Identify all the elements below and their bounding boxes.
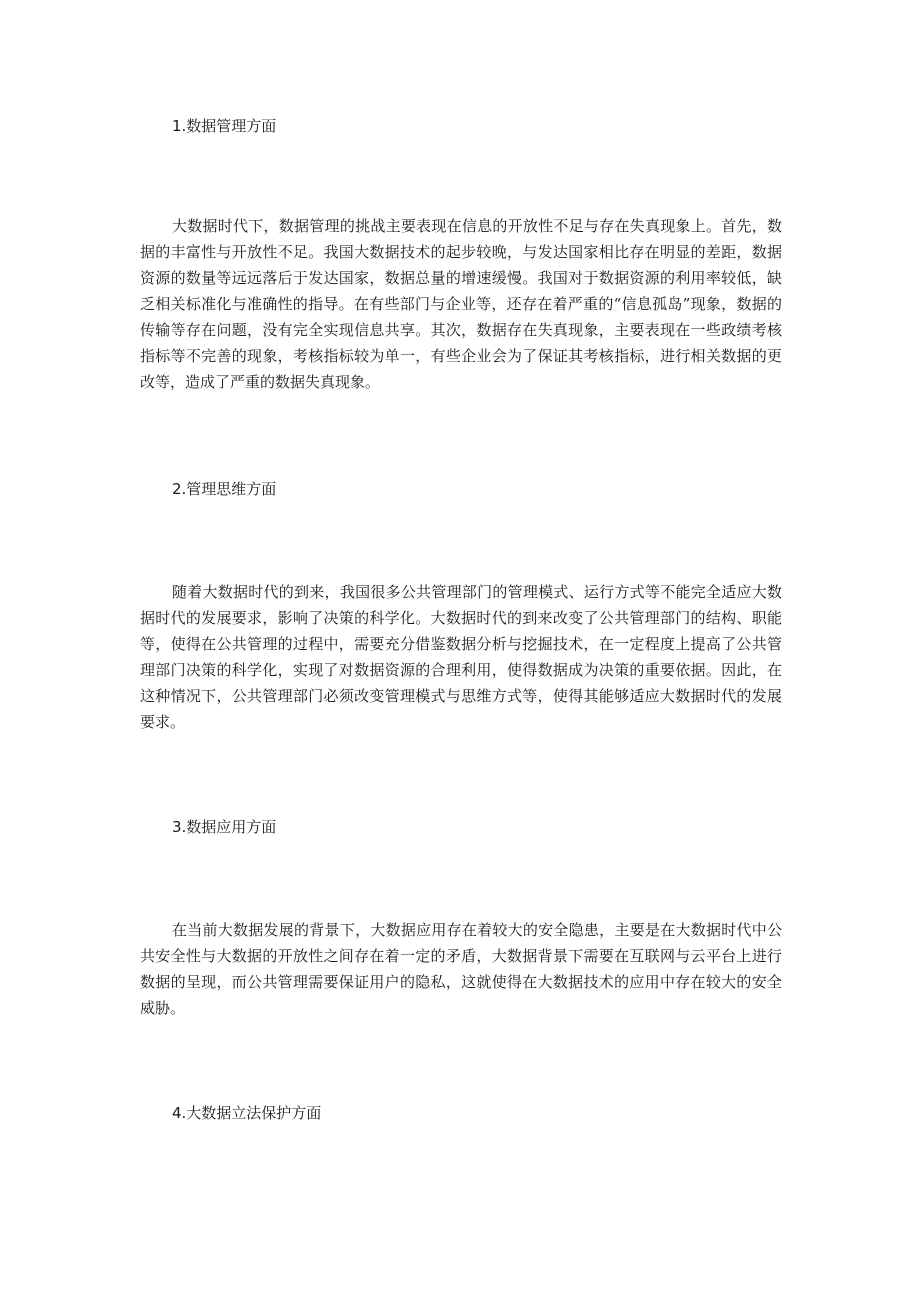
section-paragraph-management-thinking: 随着大数据时代的到来，我国很多公共管理部门的管理模式、运行方式等不能完全适应大数据时代的发展要求，影响了决策的科学化。大数据时代的到来改变了公共管理部门的结构、职能等，使得在公共管理的过程中，需要充分借鉴数据分析与挖掘技术，在一定程度上提高了公共管理部门决策的科学化，实现了对数据资源的合理利用，使得数据成为决策的重要依据。因此，在这种情况下，公共管理部门必须改变管理模式与思维方式等，使得其能够适应大数据时代的发展要求。 [140, 583, 782, 731]
section-heading-data-management: 1.数据管理方面 [172, 117, 277, 135]
section-paragraph-data-application: 在当前大数据发展的背景下，大数据应用存在着较大的安全隐患，主要是在大数据时代中公共安全性与大数据的开放性之间存在着一定的矛盾，大数据背景下需要在互联网与云平台上进行数据的呈现，而公共管理需要保证用户的隐私，这就使得在大数据技术的应用中存在较大的安全威胁。 [140, 921, 782, 1017]
section-heading-data-application: 3.数据应用方面 [172, 818, 277, 836]
section-heading-management-thinking: 2.管理思维方面 [172, 480, 277, 498]
section-heading-legislative-protection: 4.大数据立法保护方面 [172, 1104, 322, 1122]
section-paragraph-data-management: 大数据时代下，数据管理的挑战主要表现在信息的开放性不足与存在失真现象上。首先，数据的丰富性与开放性不足。我国大数据技术的起步较晚，与发达国家相比存在明显的差距，数据资源的数量等远远落后于发达国家，数据总量的增速缓慢。我国对于数据资源的利用率较低，缺乏相关标准化与准确性的指导。在有些部门与企业等，还存在着严重的“信息孤岛”现象，数据的传输等存在问题，没有完全实现信息共享。其次，数据存在失真现象，主要表现在一些政绩考核指标等不完善的现象，考核指标较为单一，有些企业会为了保证其考核指标，进行相关数据的更改等，造成了严重的数据失真现象。 [140, 217, 782, 391]
